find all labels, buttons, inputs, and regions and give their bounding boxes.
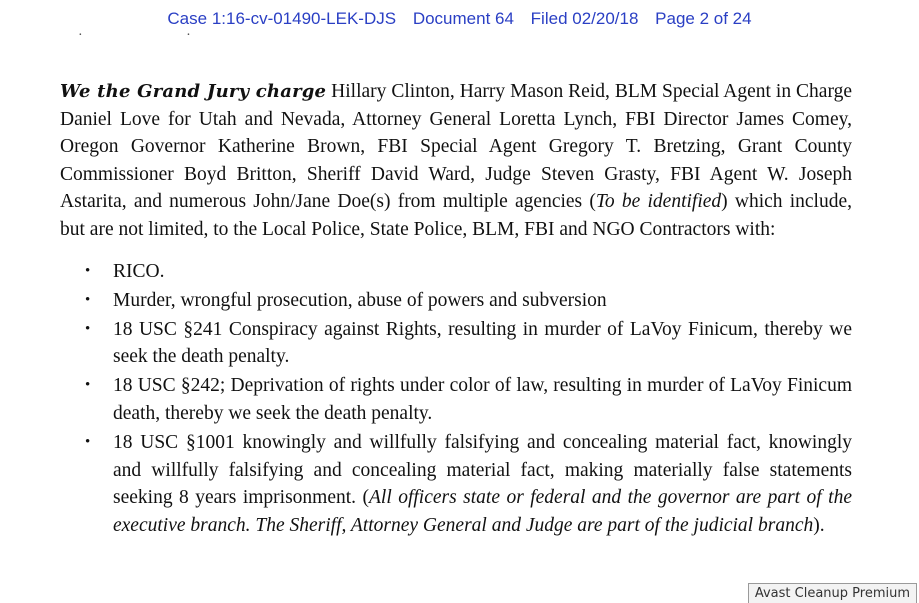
intro-text: Hillary Clinton, Harry Mason Reid, BLM Special Agent in Charge Daniel Love for Utah and Nevada, Attorney General Loretta Lynch, FBI Director James Comey, Oregon Governor Katherine Brown, FBI Special Agent Gregory T. Bretzing, Grant County Commissioner Boyd Britton, Sheriff David Ward, Judge Steven Grasty, FBI Agent W. Joseph Astarita, and numerous John/Jane Doe(s) from multiple agencies (	[60, 81, 852, 213]
corner-dots: · ·	[78, 28, 241, 43]
charge-italic-note: All officers state or federal and the governor are part of the executive branch. The Sheriff, Attorney General and Judge are part of the judicial branch	[113, 487, 853, 536]
bullet-icon: •	[85, 262, 91, 279]
bullet-icon: •	[85, 291, 91, 308]
list-item	[60, 258, 852, 286]
grand-jury-heading: We the Grand Jury charge	[60, 81, 327, 102]
bullet-icon: •	[85, 434, 91, 451]
document-number: Document 64	[412, 9, 514, 28]
filed-date: Filed 02/20/18	[530, 9, 639, 28]
list-item	[60, 316, 852, 371]
charge-text: 18 USC §241 Conspiracy against Rights, resulting in murder of LaVoy Finicum, thereby we seek the death penalty.	[113, 318, 852, 368]
page-number: Page 2 of 24	[655, 9, 752, 28]
charge-text: Murder, wrongful prosecution, abuse of powers and subversion	[113, 289, 607, 311]
charge-text: RICO.	[113, 260, 165, 282]
charge-text: 18 USC §1001 knowingly and willfully falsifying and concealing material fact, knowingly and willfully falsifying and concealing material fact, making materially false statements seeking 8 years imprisonment. (	[113, 432, 852, 509]
intro-end: ) which include, but are not limited, to the Local Police, State Police, BLM, FBI and NGO Contractors with:	[60, 191, 853, 240]
charge-text: 18 USC §242; Deprivation of rights under color of law, resulting in murder of LaVoy Finicum death, thereby we seek the death penalty.	[113, 375, 852, 425]
list-item	[60, 429, 852, 539]
charge-text-end: ).	[813, 514, 825, 536]
list-item	[60, 372, 852, 427]
document-header	[0, 9, 919, 29]
document-body	[60, 78, 852, 541]
bullet-icon: •	[85, 377, 91, 394]
charge-paragraph	[60, 78, 852, 244]
intro-italic: To be identified	[595, 191, 722, 213]
list-item	[60, 287, 852, 315]
avast-cleanup-button[interactable]: Avast Cleanup Premium	[748, 583, 917, 603]
case-number: Case 1:16-cv-01490-LEK-DJS	[167, 9, 397, 28]
bullet-icon: •	[85, 320, 91, 337]
charge-list	[60, 258, 852, 540]
